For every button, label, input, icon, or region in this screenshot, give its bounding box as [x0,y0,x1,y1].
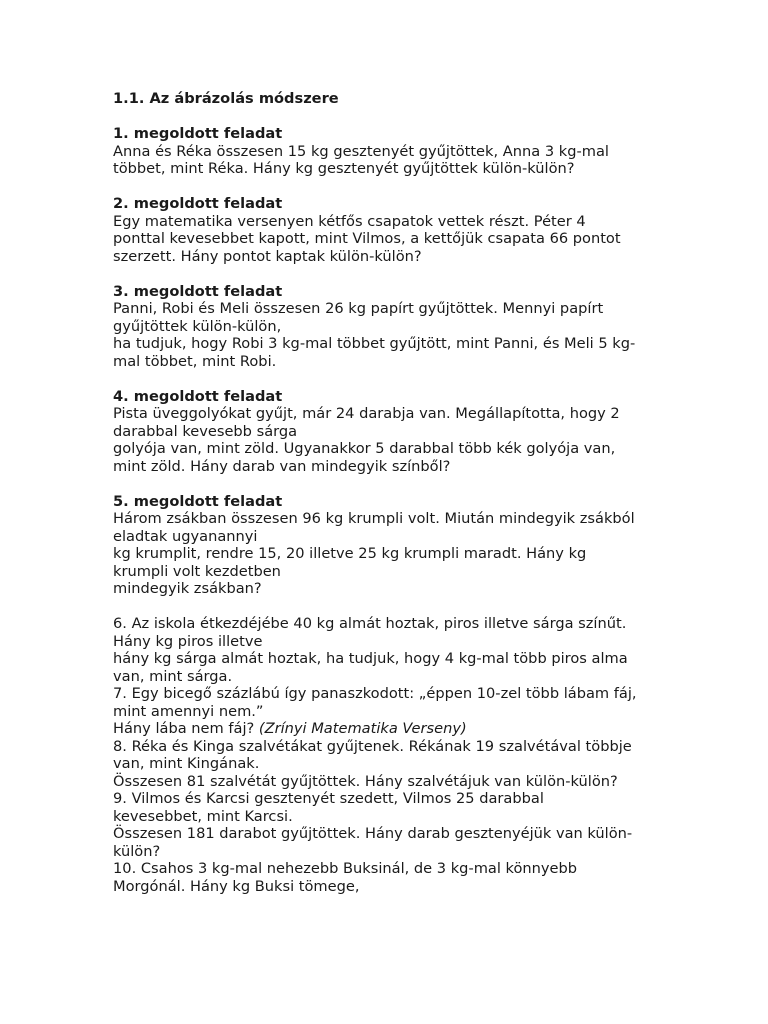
task-1-line: Anna és Réka összesen 15 kg gesztenyét gyűjtöttek, Anna 3 kg-mal [113,142,609,160]
source-citation: (Zrínyi Matematika Verseny) [258,720,467,737]
exercise-line: kevesebbet, mint Karcsi. [113,807,293,825]
exercise-text: Hány lába nem fáj? [113,720,259,737]
task-4-line: golyója van, mint zöld. Ugyanakkor 5 darabbal több kék golyója van, [113,440,616,457]
task-3-line: gyűjtöttek külön-külön, [113,317,282,335]
task-2-line: ponttal kevesebbet kapott, mint Vilmos, a kettőjük csapata 66 pontot [113,230,621,247]
task-5-title: 5. megoldott feladat [113,492,283,510]
exercise-line: Összesen 181 darabot gyűjtöttek. Hány darab gesztenyéjük van külön- [113,825,633,842]
exercise-line: 8. Réka és Kinga szalvétákat gyűjtenek. Rékának 19 szalvétával többje [113,737,632,755]
task-4-line: mint zöld. Hány darab van mindegyik színből? [113,457,451,475]
exercise-line: hány kg sárga almát hoztak, ha tudjuk, hogy 4 kg-mal több piros alma [113,650,628,667]
task-4-line: Pista üveggolyókat gyűjt, már 24 darabja van. Megállapította, hogy 2 [113,405,620,422]
task-2-title: 2. megoldott feladat [113,195,283,212]
task-5-line: krumpli volt kezdetben [113,562,281,580]
exercise-line: 10. Csahos 3 kg-mal nehezebb Buksinál, de 3 kg-mal könnyebb [113,860,578,877]
task-2-line: Egy matematika versenyen kétfős csapatok vettek részt. Péter 4 [113,212,586,230]
exercise-line: van, mint sárga. [113,667,233,685]
exercise-list [113,615,658,895]
task-3 [113,283,658,371]
task-5-line: kg krumplit, rendre 15, 20 illetve 25 kg krumpli maradt. Hány kg [113,545,587,562]
section-heading: 1.1. Az ábrázolás módszere [113,90,339,107]
exercise-line: külön? [113,842,161,860]
task-2-line: szerzett. Hány pontot kaptak külön-külön? [113,247,422,265]
task-5-line: Három zsákban összesen 96 kg krumpli volt. Miután mindegyik zsákból [113,510,635,527]
exercise-line: 6. Az iskola étkezdéjébe 40 kg almát hoztak, piros illetve sárga színűt. [113,615,627,632]
task-5-line: mindegyik zsákban? [113,580,262,597]
task-4-line: darabbal kevesebb sárga [113,422,298,440]
exercise-line: Hány kg piros illetve [113,632,263,650]
exercise-line [113,720,658,738]
task-3-line: Panni, Robi és Meli összesen 26 kg papírt gyűjtöttek. Mennyi papírt [113,300,604,317]
exercise-line: 7. Egy bicegő százlábú így panaszkodott: „éppen 10-zel több lábam fáj, [113,685,637,702]
task-3-line: mal többet, mint Robi. [113,352,277,370]
document-page [113,89,658,895]
task-2 [113,195,658,265]
task-5-line: eladtak ugyanannyi [113,527,258,545]
task-1 [113,125,658,178]
exercise-line: Morgónál. Hány kg Buksi tömege, [113,877,360,895]
exercise-line: mint amennyi nem.” [113,702,264,720]
task-5 [113,493,658,598]
task-4 [113,388,658,476]
task-1-title: 1. megoldott feladat [113,125,283,142]
task-3-title: 3. megoldott feladat [113,282,283,300]
task-1-line: többet, mint Réka. Hány kg gesztenyét gyűjtöttek külön-külön? [113,160,575,177]
exercise-line: van, mint Kingának. [113,755,260,772]
exercise-line: Összesen 81 szalvétát gyűjtöttek. Hány szalvétájuk van külön-külön? [113,772,618,790]
task-4-title: 4. megoldott feladat [113,387,283,405]
exercise-line: 9. Vilmos és Karcsi gesztenyét szedett, Vilmos 25 darabbal [113,790,544,807]
task-3-line: ha tudjuk, hogy Robi 3 kg-mal többet gyűjtött, mint Panni, és Meli 5 kg- [113,335,636,352]
